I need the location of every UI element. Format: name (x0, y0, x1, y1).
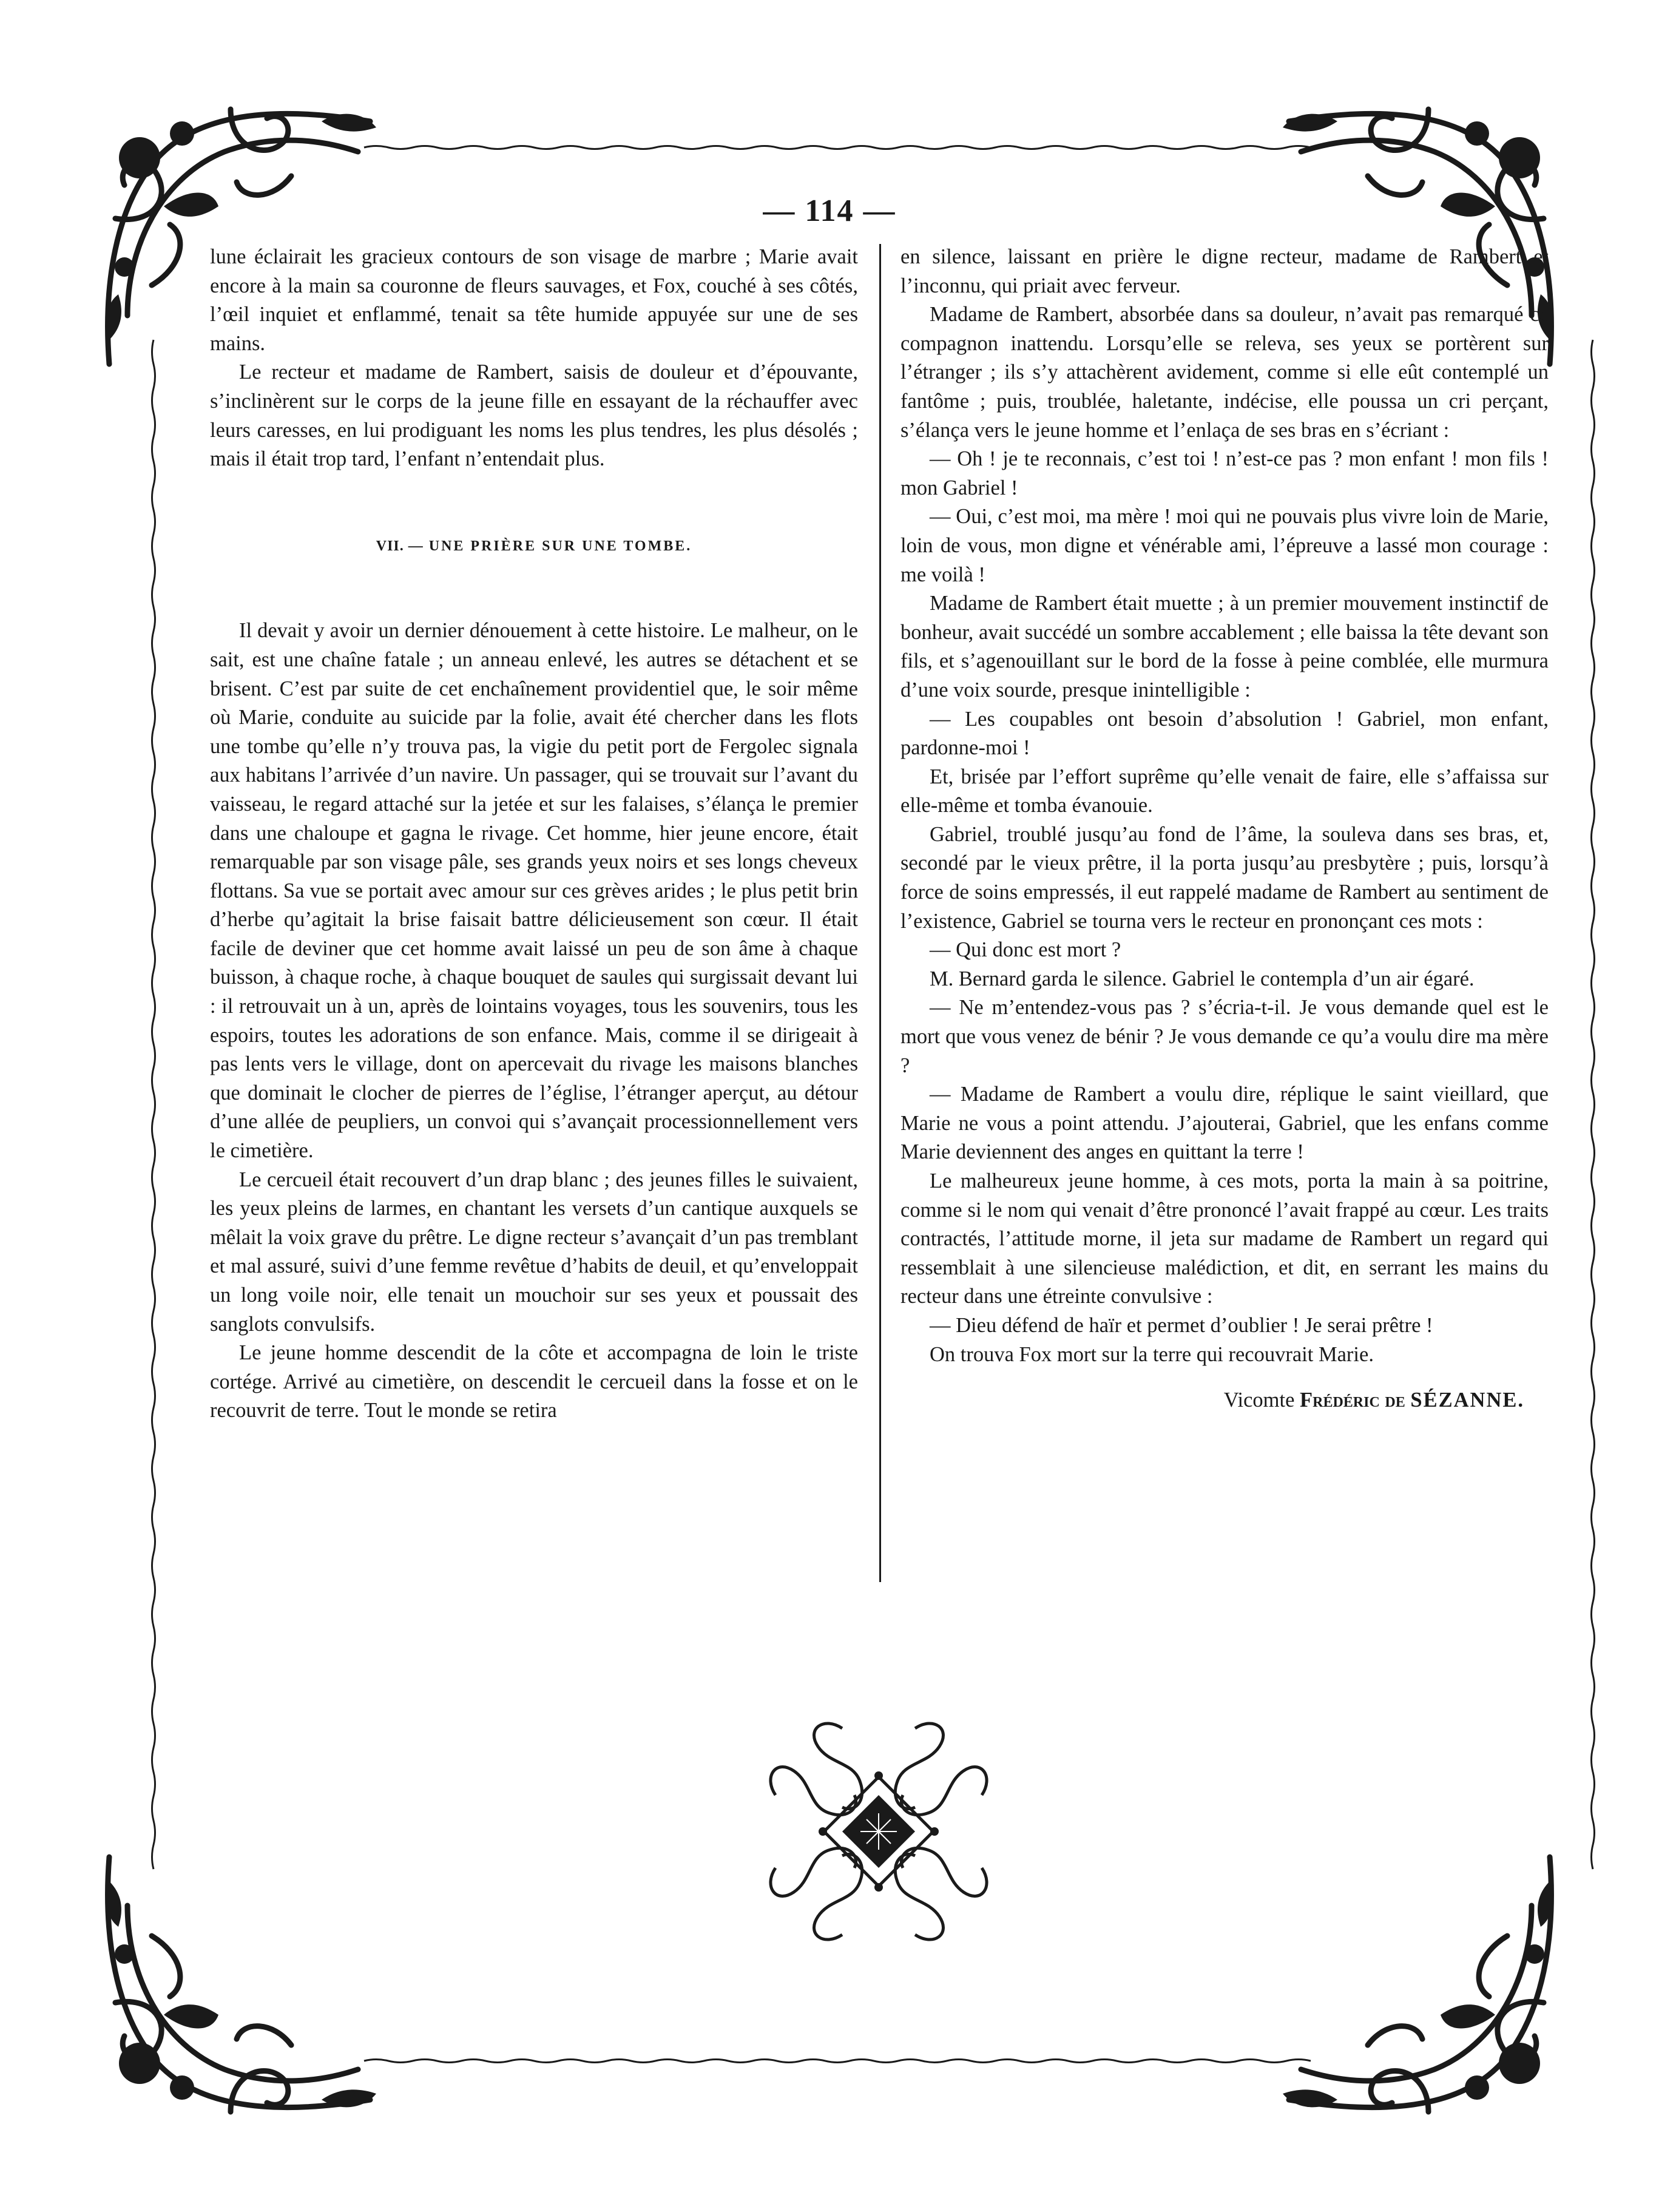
signature-surname: SÉZANNE. (1410, 1388, 1524, 1412)
paragraph: — Ne m’entendez-vous pas ? s’écria-t-il. Je vous demande quel est le mort que vous venez de bénir ? Je vous demande ce qu’a voulu dire ma mère ? (900, 996, 1549, 1077)
column-divider (879, 244, 881, 1582)
paragraph: M. Bernard garda le silence. Gabriel le contempla d’un air égaré. (930, 967, 1475, 990)
paragraph: — Dieu défend de haïr et permet d’oublier ! Je serai prêtre ! (930, 1313, 1433, 1337)
paragraph: On trouva Fox mort sur la terre qui recouvrait Marie. (930, 1342, 1374, 1366)
paragraph: lune éclairait les gracieux contours de son visage de marbre ; Marie avait encore à la main sa couronne de fleurs sauvages, et Fox, couché à ses côtés, l’œil inquiet et enflammé, tenait sa tête humide appuyée sur une de ses mains. (210, 245, 858, 355)
author-signature (900, 1386, 1549, 1415)
paragraph: — Les coupables ont besoin d’absolution ! Gabriel, mon enfant, pardonne-moi ! (900, 707, 1549, 760)
paragraph: Gabriel, troublé jusqu’au fond de l’âme, la souleva dans ses bras, et, secondé par le vieux prêtre, il la porta jusqu’au presbytère ; puis, lorsqu’à force de soins empressés, il eut rappelé madame de Rambert au sentiment de l’existence, Gabriel se tourna vers le recteur en prononçant ces mots : (900, 822, 1549, 933)
quatrefoil-ornament-icon (751, 1704, 1006, 1959)
paragraph: — Madame de Rambert a voulu dire, réplique le saint vieillard, que Marie ne vous a point attendu. J’ajouterai, Gabriel, que les enfans comme Marie deviennent des anges en quittant la terre ! (900, 1083, 1549, 1164)
left-column (210, 243, 858, 1426)
corner-ornament-bottom-left (91, 1845, 382, 2136)
section-heading-title: UNE PRIÈRE SUR UNE TOMBE. (428, 538, 692, 554)
right-column (900, 243, 1549, 1415)
signature-title: Vicomte (1223, 1388, 1295, 1412)
paragraph: Le cercueil était recouvert d’un drap blanc ; des jeunes filles le suivaient, les yeux pleins de larmes, en chantant les versets d’un cantique auxquels se mêlait la voix grave du prêtre. Le digne recteur s’avançait d’un pas tremblant et mal assuré, suivi d’une femme revêtue d’habits de deuil, et qu’enveloppait un long voile noir, elle tenait un mouchoir sur ses yeux et poussait des sanglots convulsifs. (210, 1168, 858, 1336)
paragraph: Le jeune homme descendit de la côte et accompagna de loin le triste cortége. Arrivé au cimetière, on descendit le cercueil dans la fosse et on le recouvrit de terre. Tout le monde se retira (210, 1341, 858, 1422)
paragraph: Et, brisée par l’effort suprême qu’elle venait de faire, elle s’affaissa sur elle-même et tomba évanouie. (900, 765, 1549, 817)
paragraph: — Qui donc est mort ? (930, 938, 1121, 962)
paragraph: — Oh ! je te reconnais, c’est toi ! n’est-ce pas ? mon enfant ! mon fils ! mon Gabriel ! (900, 447, 1549, 499)
paragraph: Madame de Rambert, absorbée dans sa douleur, n’avait pas remarqué ce compagnon inattendu. Lorsqu’elle se releva, ses yeux se portèrent sur l’étranger ; ils s’y attachèrent avidement, comme si elle eût contemplé un fantôme ; puis, troublée, haletante, indécise, elle poussa un cri perçant, s’élança vers le jeune homme et l’enlaça de ses bras en s’écriant : (900, 303, 1549, 442)
paragraph: Le recteur et madame de Rambert, saisis de douleur et d’épouvante, s’inclinèrent sur le corps de la jeune fille en essayant de la réchauffer avec leurs caresses, en lui prodiguant les noms les plus tendres, les plus désolés ; mais il était trop tard, l’enfant n’entendait plus. (210, 360, 858, 471)
paragraph: Le malheureux jeune homme, à ces mots, porta la main à sa poitrine, comme si le nom qui venait d’être prononcé l’avait frappé au cœur. Les traits contractés, l’attitude morne, il jeta sur madame de Rambert un regard qui ressemblait à une silencieuse malédiction, et dit, en serrant les mains du recteur dans une étreinte convulsive : (900, 1169, 1549, 1308)
page-number: — 114 — (763, 194, 896, 228)
signature-name: Frédéric de (1300, 1388, 1405, 1412)
paragraph: en silence, laissant en prière le digne recteur, madame de Rambert et l’inconnu, qui priait avec ferveur. (900, 245, 1549, 297)
paragraph: Il devait y avoir un dernier dénouement à cette histoire. Le malheur, on le sait, est une chaîne fatale ; un anneau enlevé, les autres se détachent et se brisent. C’est par suite de cet enchaînement providentiel que, le soir même où Marie, conduite au suicide par la folie, avait été chercher dans les flots une tombe qu’elle n’y trouva pas, la vigie du petit port de Fergolec signala aux habitans l’arrivée d’un navire. Un passager, qui se trouvait sur l’avant du vaisseau, le regard attaché sur la jetée et sur les falaises, s’élança le premier dans une chaloupe et gagna le rivage. Cet homme, hier jeune encore, était remarquable par son visage pâle, ses grands yeux noirs et ses longs cheveux flottans. Sa vue se portait avec amour sur ces grèves arides ; le plus petit brin d’herbe qu’agitait la brise faisait battre délicieusement son cœur. Il était facile de deviner que cet homme avait laissé un peu de son âme à chaque buisson, à chaque roche, à chaque bouquet de saules qui surgissait devant lui : il retrouvait un à un, après de lointains voyages, tous les souvenirs, tous les espoirs, toutes les adorations de son enfance. Mais, comme il se dirigeait à pas lents vers le village, dont on apercevait du rivage les maisons blanches que dominait le clocher de pierres de l’église, l’étranger aperçut, au détour d’une allée de peupliers, un convoi qui s’avançait processionnellement vers le cimetière. (210, 619, 858, 1163)
section-heading-number: VII. — (376, 538, 424, 554)
section-heading (210, 532, 858, 561)
paragraph: — Oui, c’est moi, ma mère ! moi qui ne pouvais plus vivre loin de Marie, loin de vous, mon digne et vénérable ami, l’épreuve a lassé mon courage : me voilà ! (900, 505, 1549, 586)
paragraph: Madame de Rambert était muette ; à un premier mouvement instinctif de bonheur, avait succédé un sombre accablement ; elle baissa la tête devant son fils, et s’agenouillant sur le bord de la fosse à peine comblée, elle murmura d’une voix sourde, presque inintelligible : (900, 592, 1549, 702)
corner-ornament-bottom-right (1277, 1845, 1568, 2136)
